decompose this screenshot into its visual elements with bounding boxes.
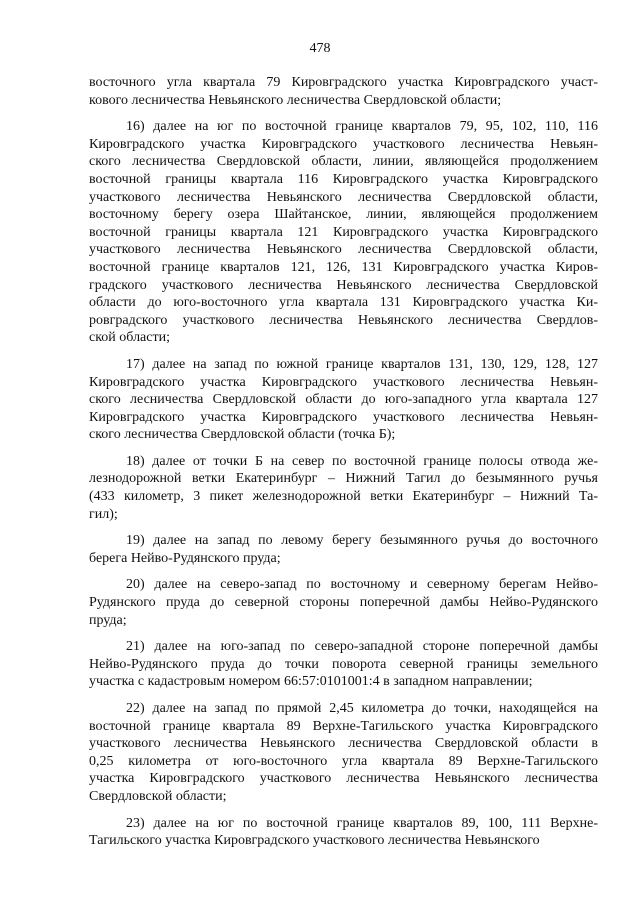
text-line: Кировградского участка Кировградского участкового лесничества Невьян- (89, 374, 598, 390)
text-line: пруда; (89, 612, 127, 628)
text-line: 19) далее на запад по левому берегу безымянного ручья до восточного (126, 533, 598, 549)
page-number: 478 (309, 41, 331, 56)
text-line: участка с кадастровым номером 66:57:0101001:4 в западном направлении; (89, 674, 533, 690)
text-line: лезнодорожной ветки Екатеринбург – Нижний Тагил до безымянного ручья (89, 471, 598, 487)
text-line: восточной границе квартала 89 Верхне-Тагильского участка Кировградского (89, 718, 598, 734)
text-line: 16) далее на юг по восточной границе кварталов 79, 95, 102, 110, 116 (126, 119, 598, 135)
paragraph-p19 (89, 532, 598, 567)
paragraph-p22 (89, 700, 598, 806)
text-line: участкового лесничества Невьянского лесничества Свердловской области, (89, 189, 598, 205)
text-line: Нейво-Рудянского пруда до точки поворота северной границы земельного (89, 656, 598, 672)
paragraph-p0 (89, 74, 598, 109)
text-line: кового лесничества Невьянского лесничества Свердловской области; (89, 92, 502, 108)
text-line: участкового лесничества Невьянского лесничества Свердловской области, (89, 242, 598, 258)
text-line: гил); (89, 506, 118, 522)
text-line: области до юго-восточного угла квартала 131 Кировградского участка Ки- (89, 295, 598, 311)
text-line: 22) далее на запад по прямой 2,45 километра до точки, находящейся на (126, 701, 598, 716)
text-line: 18) далее от точки Б на север по восточной границе полосы отвода же- (126, 453, 598, 469)
text-line: Тагильского участка Кировградского участкового лесничества Невьянского (89, 833, 540, 849)
text-line: берега Нейво-Рудянского пруда; (89, 550, 281, 566)
paragraph-p18 (89, 453, 598, 523)
text-line: восточного угла квартала 79 Кировградского участка Кировградского участ- (89, 75, 598, 90)
paragraph-p16 (89, 118, 598, 347)
text-line: ского лесничества Свердловской области, линии, являющейся продолжением (89, 154, 598, 170)
text-line: ского лесничества Свердловской области до юго-западного угла квартала 127 (89, 392, 598, 408)
text-line: участка Кировградского участкового лесничества Невьянского лесничества (89, 771, 598, 787)
text-line: 23) далее на юг по восточной границе кварталов 89, 100, 111 Верхне- (126, 815, 598, 831)
text-line: (433 километр, 3 пикет железнодорожной ветки Екатеринбург – Нижний Та- (89, 489, 598, 505)
text-line: Кировградского участка Кировградского участкового лесничества Невьян- (89, 409, 598, 425)
document-body (89, 74, 598, 859)
text-line: ровградского участкового лесничества Невьянского лесничества Свердлов- (89, 312, 598, 328)
text-line: ской области; (89, 330, 170, 346)
paragraph-p20 (89, 576, 598, 629)
text-line: восточному берегу озера Шайтанское, линии, являющейся продолжением (89, 207, 598, 223)
text-line: 17) далее на запад по южной границе кварталов 131, 130, 129, 128, 127 (126, 356, 598, 372)
text-line: восточной границы квартала 116 Кировградского участка Кировградского (89, 171, 598, 187)
text-line: градского участкового лесничества Невьянского лесничества Свердловской (89, 277, 598, 293)
text-line: восточной границы квартала 121 Кировградского участка Кировградского (89, 224, 598, 240)
paragraph-p21 (89, 638, 598, 691)
text-line: Свердловской области; (89, 788, 227, 804)
text-line: восточной границе кварталов 121, 126, 131 Кировградского участка Киров- (89, 259, 598, 275)
text-line: Рудянского пруда до северной стороны поперечной дамбы Нейво-Рудянского (89, 595, 598, 611)
text-line: ского лесничества Свердловской области (точка Б); (89, 427, 396, 443)
text-line: 0,25 километра от юго-восточного угла квартала 89 Верхне-Тагильского (89, 753, 598, 769)
text-line: 20) далее на северо-запад по восточному и северному берегам Нейво- (126, 577, 598, 593)
paragraph-p23 (89, 815, 598, 850)
paragraph-p17 (89, 356, 598, 444)
text-line: Кировградского участка Кировградского участкового лесничества Невьян- (89, 136, 598, 152)
text-line: 21) далее на юго-запад по северо-западной стороне поперечной дамбы (126, 639, 598, 655)
text-line: участкового лесничества Невьянского лесничества Свердловской области в (89, 736, 598, 752)
